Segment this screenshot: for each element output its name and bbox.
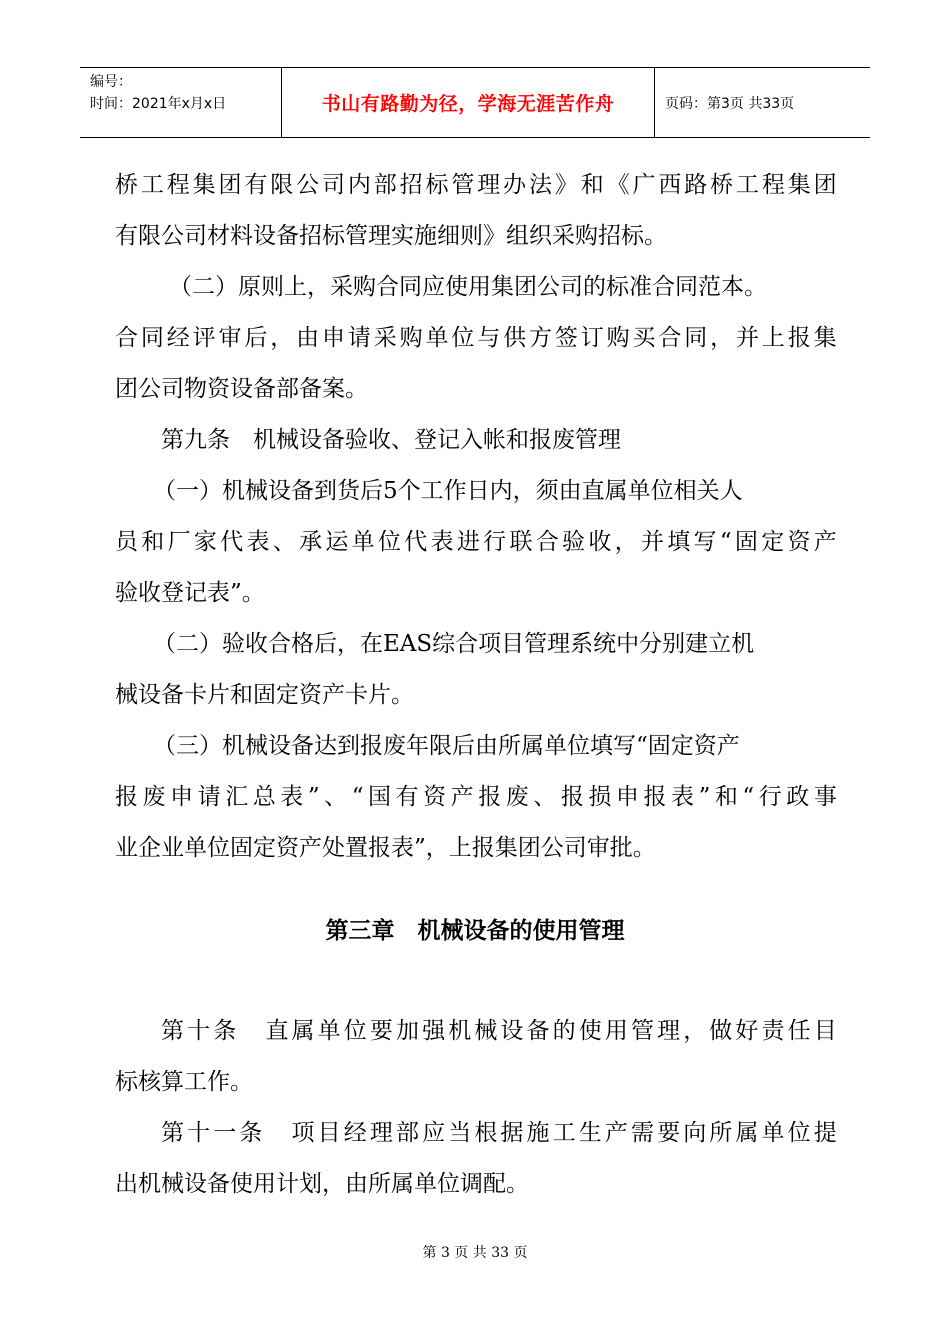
chapter-title: 第三章 机械设备的使用管理 [325, 918, 625, 944]
paragraph-line: 桥 工 程 集 团 有 限 公 司 内 部 招 标 管 理 办 法 》 和 《 广 西 路 桥 工 程 集 团 [115, 172, 837, 198]
page-footer: 第 3 页 共 33 页 [422, 1245, 528, 1261]
header-motto: 书山有路勤为径，学海无涯苦作舟 [321, 93, 615, 115]
paragraph-line: 合 同 经 评 审 后 ， 由 申 请 采 购 单 位 与 供 方 签 订 购 买 合 同 ， 并 上 报 集 [115, 325, 837, 351]
paragraph-line: 验收登记表”。 [115, 580, 265, 606]
header-meta [80, 68, 282, 137]
article-line: 第 十 一 条 项 目 经 理 部 应 当 根 据 施 工 生 产 需 要 向 所 属 单 位 提 [161, 1120, 837, 1146]
paragraph-line: 出机械设备使用计划，由所属单位调配。 [115, 1171, 529, 1197]
document-time-label: 时间：2021年x月x日 [90, 96, 227, 112]
paragraph-line: 团公司物资设备部备案。 [115, 376, 368, 402]
paragraph-line: （三）机械设备达到报废年限后由所属单位填写“固定资产 [153, 733, 740, 759]
header-motto-cell [282, 68, 655, 137]
header-page-info: 页码：第3页 共33页 [665, 95, 795, 112]
article-line: 第 十 条 直 属 单 位 要 加 强 机 械 设 备 的 使 用 管 理 ， 做 好 责 任 目 [161, 1018, 837, 1044]
paragraph-line: 标核算工作。 [115, 1069, 253, 1095]
document-number-label: 编号： [90, 74, 132, 90]
document-header [80, 67, 870, 138]
paragraph-line: 械设备卡片和固定资产卡片。 [115, 682, 414, 708]
header-page-info-cell [655, 68, 870, 137]
paragraph-line: 业企业单位固定资产处置报表”，上报集团公司审批。 [115, 835, 656, 861]
paragraph-line: 有限公司材料设备招标管理实施细则》组织采购招标。 [115, 223, 667, 249]
paragraph-line: （二）原则上，采购合同应使用集团公司的标准合同范本。 [169, 274, 767, 300]
paragraph-line: 报 废 申 请 汇 总 表 ” 、 “ 国 有 资 产 报 废 、 报 损 申 报 表 ” 和 “ 行 政 事 [115, 784, 837, 810]
article-heading: 第九条 机械设备验收、登记入帐和报废管理 [161, 427, 621, 453]
paragraph-line: （一）机械设备到货后5个工作日内，须由直属单位相关人 [153, 478, 743, 504]
paragraph-line: （二）验收合格后，在EAS综合项目管理系统中分别建立机 [153, 631, 755, 657]
paragraph-line: 员 和 厂 家 代 表 、 承 运 单 位 代 表 进 行 联 合 验 收 ， 并 填 写 “ 固 定 资 产 [115, 529, 837, 555]
